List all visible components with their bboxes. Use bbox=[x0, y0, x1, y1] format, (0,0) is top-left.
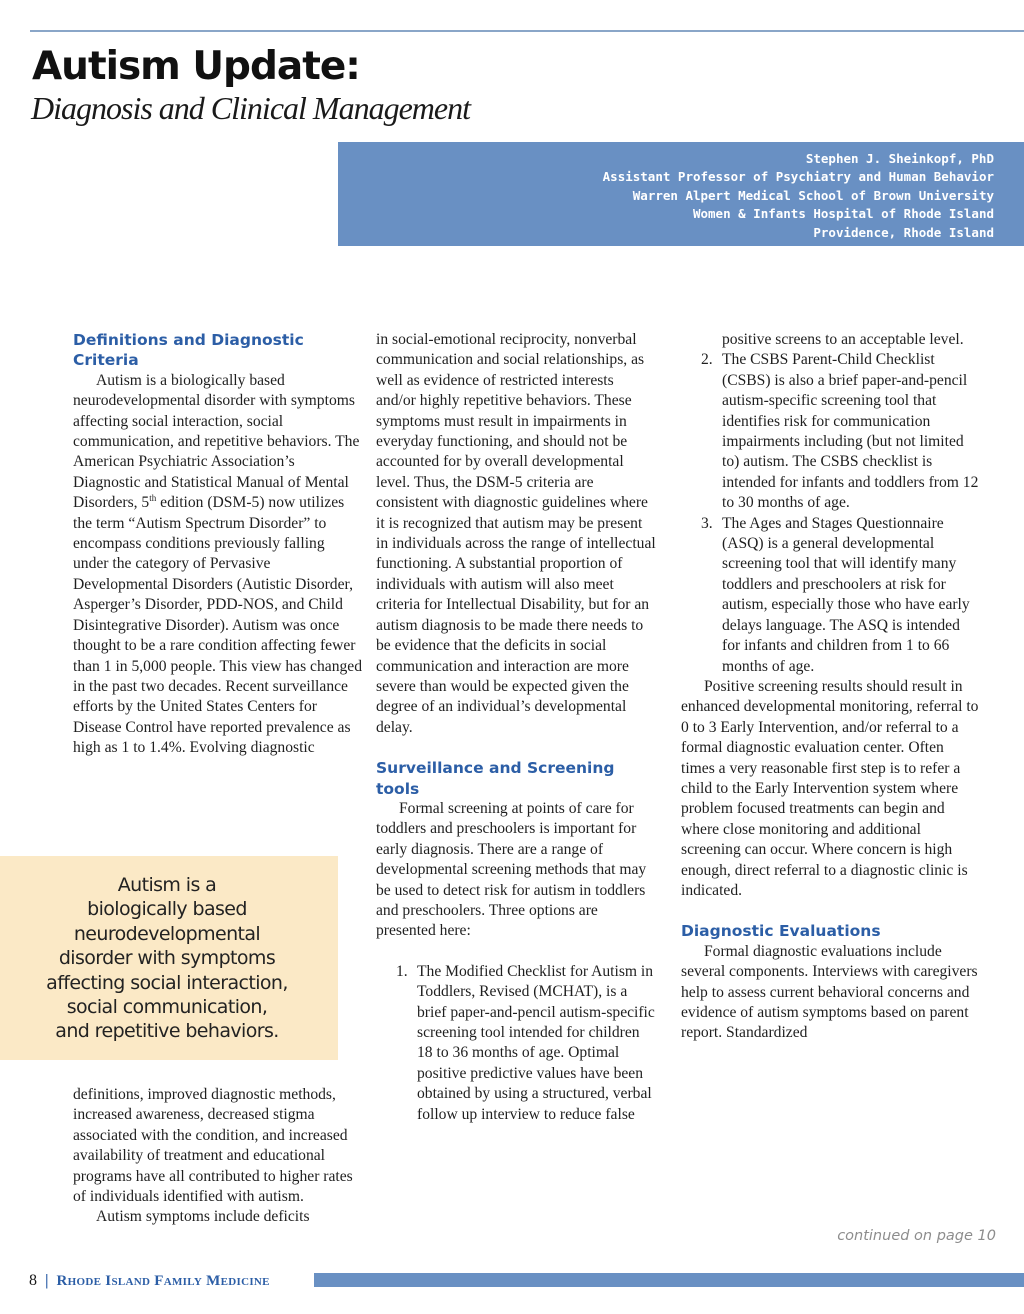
list-item-1-continued: positive screens to an acceptable level. bbox=[722, 331, 964, 348]
pull-quote-line: disorder with symptoms bbox=[58, 947, 276, 970]
column-1-continued bbox=[73, 1085, 363, 1228]
author-affiliation-3: Women & Infants Hospital of Rhode Island bbox=[692, 206, 994, 222]
heading-line: Definitions and Diagnostic bbox=[73, 331, 304, 349]
list-item-text: The CSBS Parent-Child Checklist (CSBS) is also a brief paper-and-pencil autism-specific screening tool that identifies risk for communication impairments including (but not limited to) autism. The CSBS checklist is intended for infants and toddlers from 12 to 30 months of age. bbox=[722, 351, 979, 512]
top-rule bbox=[30, 30, 1024, 32]
list-number: 3. bbox=[701, 514, 713, 532]
heading-line: Criteria bbox=[73, 351, 139, 370]
list-item bbox=[681, 514, 981, 677]
pull-quote-line: affecting social interaction, bbox=[46, 971, 288, 994]
footer-separator: | bbox=[45, 1272, 49, 1289]
pull-quote-line: social communication, bbox=[66, 996, 268, 1019]
pull-quote bbox=[0, 856, 338, 1060]
page-footer bbox=[29, 1270, 270, 1292]
heading-line: Surveillance and Screening bbox=[376, 759, 615, 778]
column-2 bbox=[376, 330, 656, 1125]
page-number: 8 bbox=[29, 1272, 37, 1289]
pull-quote-line: neurodevelopmental bbox=[73, 922, 261, 945]
superscript: th bbox=[149, 493, 157, 504]
screening-results-paragraph: Positive screening results should result in enhanced developmental monitoring, referral to 0 to 3 Early Intervention, and/or referral to a formal diagnostic evaluation center. Often times a very reasonable first step is to refer a child to the Early Intervention system where problem focused treatments can begin and where close monitoring and additional screening can occur. Where concern is high enough, direct referral to a diagnostic clinic is indicated. bbox=[681, 677, 979, 899]
pull-quote-line: biologically based bbox=[87, 898, 247, 921]
author-affiliation-1: Assistant Professor of Psychiatry and Human Behavior bbox=[602, 169, 994, 185]
author-affiliation-4: Providence, Rhode Island bbox=[813, 224, 994, 240]
list-item-text: The Ages and Stages Questionnaire (ASQ) is a general developmental screening tool that will identify many toddlers and preschoolers at risk for autism, especially those who have early delays language. The ASQ is intended for infants and children from 1 to 66 months of age. bbox=[722, 514, 970, 675]
definitions-paragraph-1: Autism is a biologically based neurodevelopmental disorder with symptoms affecting social interaction, social communication, and repetitive behaviors. The American Psychiatric Association’s Diagnostic and Statistical Manual of Mental Disorders, 5th edition (DSM-5) now utilizes the term “Autism Spectrum Disorder” to encompass conditions previously falling under the category of Pervasive Developmental Disorders (Autistic Disorder, Asperger’s Disorder, PDD-NOS, and Child Disintegrative Disorder). Autism was once thought to be a rare condition affecting fewer than 1 in 5,000 people. This view has changed in the past two decades. Recent surveillance efforts by the United States Centers for Disease Control have reported prevalence as high as 1 to 1.4%. Evolving diagnostic bbox=[73, 371, 363, 757]
section-heading-definitions bbox=[73, 330, 363, 371]
column-3 bbox=[681, 330, 981, 1044]
footer-bar bbox=[314, 1273, 1024, 1287]
definitions-paragraph-2-continued: in social-emotional reciprocity, nonverbal communication and social relationships, as well as evidence of restricted interests and/or highly repetitive behaviors. These symptoms must result in impairments in everyday functioning, and should not be accounted for by overall developmental level. Thus, the DSM-5 criteria are consistent with diagnostic guidelines where it is recognized that autism may be present in individuals across the range of intellectual functioning. A substantial proportion of individuals with autism will also meet criteria for Intellectual Disability, but for an autism diagnosis to be made there needs to be evidence that the deficits in social communication and interaction are more severe than would be expected given the degree of an individual’s developmental delay. bbox=[376, 331, 656, 736]
pull-quote-line: Autism is a bbox=[117, 874, 217, 896]
list-item-text: The Modified Checklist for Autism in Toddlers, Revised (MCHAT), is a brief paper-and-pencil autism-specific screening tool intended for children 18 to 36 months of age. Optimal positive predictive values have been obtained by using a structured, verbal follow up interview to reduce false bbox=[417, 962, 655, 1123]
author-name: Stephen J. Sheinkopf, PhD bbox=[805, 151, 994, 166]
screening-tools-list bbox=[376, 962, 656, 1125]
continued-note[interactable]: continued on page 10 bbox=[837, 1228, 996, 1244]
heading-line: tools bbox=[376, 779, 420, 798]
definitions-paragraph-1-continued: definitions, improved diagnostic methods, increased awareness, decreased stigma associated with the condition, and increased availability of treatment and educational programs have all contributed to higher rates of individuals identified with autism. bbox=[73, 1086, 353, 1206]
author-affiliation-2: Warren Alpert Medical School of Brown University bbox=[632, 187, 994, 203]
pull-quote-line: and repetitive behaviors. bbox=[55, 1020, 279, 1043]
section-heading-surveillance bbox=[376, 758, 656, 799]
list-number: 1. bbox=[396, 962, 408, 980]
list-item bbox=[681, 350, 981, 513]
list-item bbox=[376, 962, 656, 1125]
list-number: 2. bbox=[701, 351, 713, 369]
column-1 bbox=[73, 330, 363, 759]
article-subtitle: Diagnosis and Clinical Management bbox=[31, 90, 470, 126]
screening-tools-list-continued bbox=[681, 350, 981, 677]
article-title: Autism Update: bbox=[32, 44, 360, 89]
author-box bbox=[338, 142, 1024, 246]
definitions-paragraph-2: Autism symptoms include deficits bbox=[96, 1208, 310, 1226]
section-heading-diagnostic: Diagnostic Evaluations bbox=[681, 922, 881, 941]
surveillance-intro: Formal screening at points of care for toddlers and preschoolers is important for early diagnosis. There are a range of developmental screening methods that may be used to detect risk for autism in toddlers and preschoolers. Three options are presented here: bbox=[376, 799, 647, 940]
journal-name: Rhode Island Family Medicine bbox=[56, 1272, 270, 1289]
diagnostic-paragraph: Formal diagnostic evaluations include several components. Interviews with caregivers help to assess current behavioral concerns and evidence of autism symptoms based on parent report. Standardized bbox=[681, 942, 978, 1042]
